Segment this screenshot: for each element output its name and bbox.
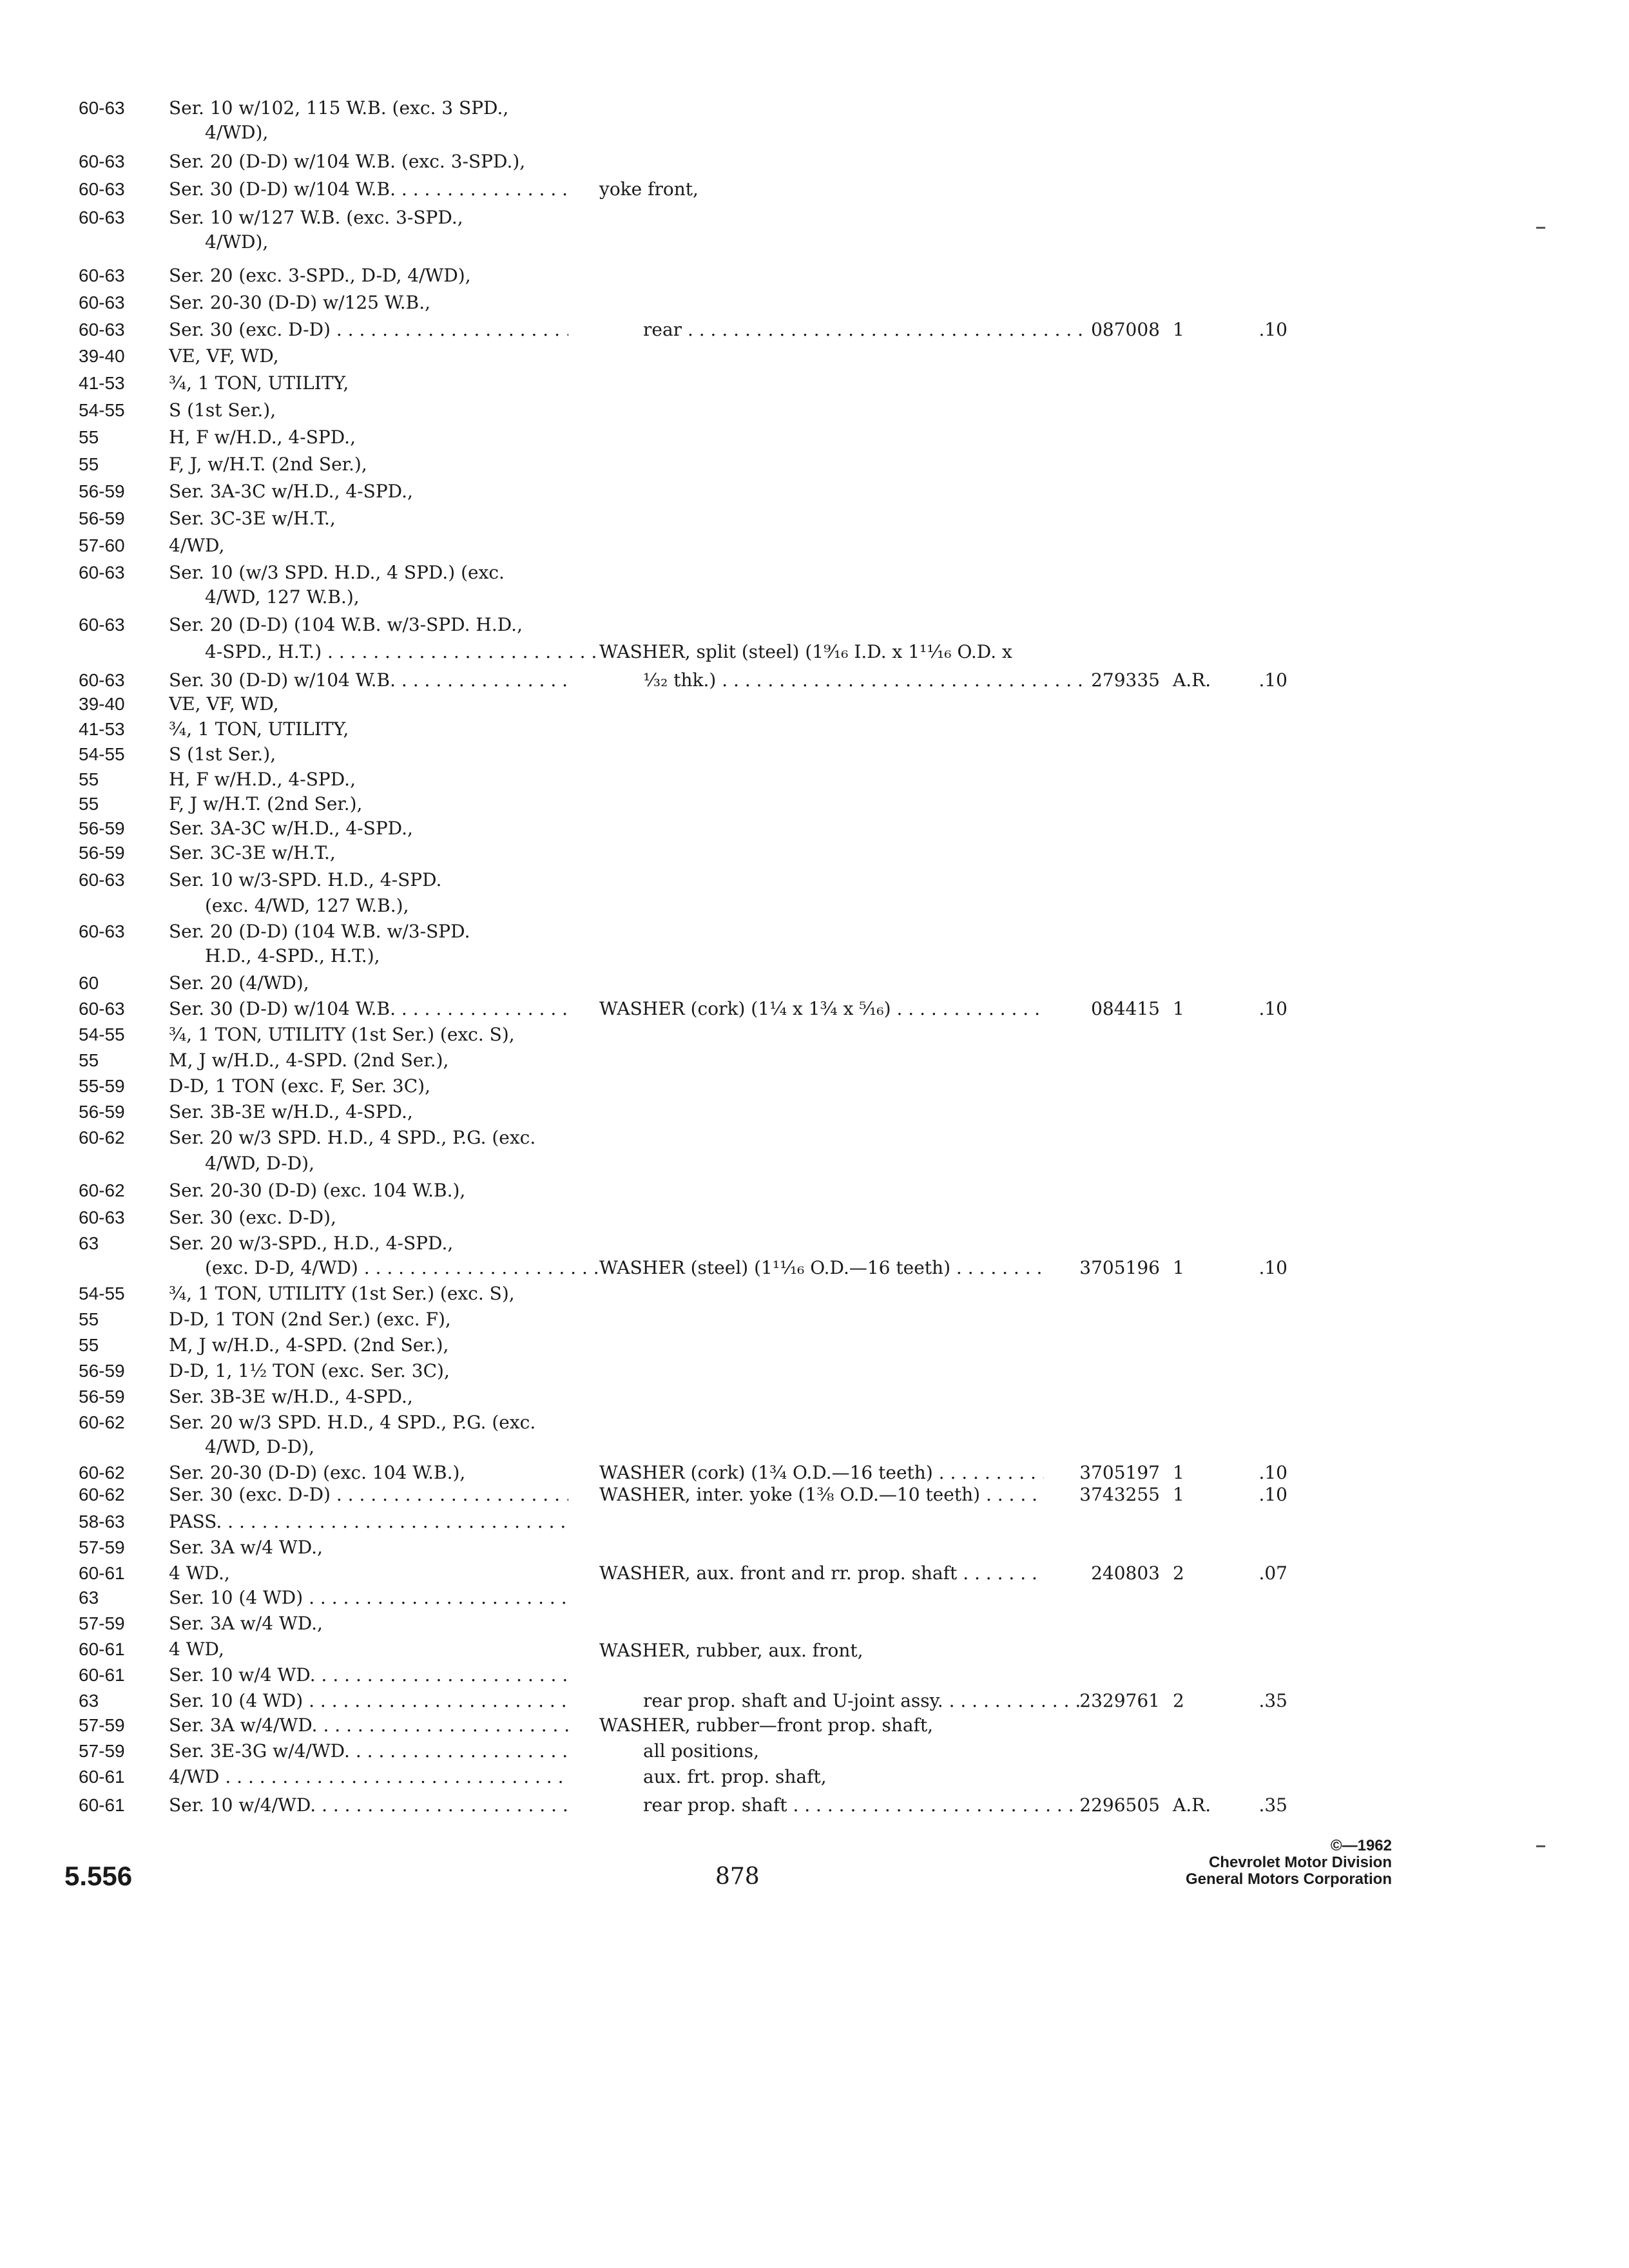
application-text: VE, VF, WD, bbox=[169, 693, 279, 715]
model-year: 39-40 bbox=[79, 346, 125, 366]
quantity: 1 bbox=[1173, 1257, 1184, 1278]
part-number: 2329761 bbox=[1079, 1690, 1160, 1711]
model-year: 60-63 bbox=[79, 207, 125, 227]
application-text: D-D, 1 TON (exc. F, Ser. 3C), bbox=[169, 1075, 430, 1097]
application-text: PASS. . . . bbox=[169, 1510, 568, 1533]
model-year: 60 bbox=[79, 973, 99, 993]
model-year: 60-63 bbox=[79, 1207, 125, 1227]
model-year: 60-63 bbox=[79, 999, 125, 1019]
model-year: 56-59 bbox=[79, 481, 125, 501]
application-text: H.D., 4-SPD., H.T.), bbox=[205, 945, 380, 966]
model-year: 56-59 bbox=[79, 843, 125, 863]
model-year: 41-53 bbox=[79, 719, 125, 739]
part-description: WASHER (cork) (1¼ x 1¾ x ⁵⁄₁₆) . . . bbox=[599, 997, 1044, 1021]
application-text: ¾, 1 TON, UTILITY, bbox=[169, 372, 349, 394]
application-text: Ser. 20 w/3 SPD. H.D., 4 SPD., P.G. (exc. bbox=[169, 1412, 536, 1433]
model-year: 56-59 bbox=[79, 508, 125, 528]
part-description: WASHER, aux. front and rr. prop. shaft . . . bbox=[599, 1562, 1044, 1585]
model-year: 57-59 bbox=[79, 1537, 125, 1557]
part-description: rear prop. shaft . . . bbox=[643, 1794, 1088, 1817]
model-year: 60-63 bbox=[79, 179, 125, 199]
scan-mark bbox=[1536, 1845, 1545, 1847]
model-year: 60-61 bbox=[79, 1665, 125, 1685]
application-text: Ser. 3A w/4 WD., bbox=[169, 1537, 323, 1558]
part-description: all positions, bbox=[643, 1740, 759, 1762]
model-year: 60-62 bbox=[79, 1463, 125, 1483]
model-year: 60-63 bbox=[79, 293, 125, 312]
quantity: 2 bbox=[1173, 1690, 1184, 1711]
division-name: Chevrolet Motor Division bbox=[1208, 1854, 1392, 1871]
part-description: aux. frt. prop. shaft, bbox=[643, 1766, 827, 1787]
model-year: 60-61 bbox=[79, 1639, 125, 1659]
model-year: 54-55 bbox=[79, 1024, 125, 1044]
price: .07 bbox=[1258, 1562, 1287, 1584]
application-text: Ser. 30 (exc. D-D) . . . bbox=[169, 318, 568, 341]
model-year: 60-63 bbox=[79, 870, 125, 890]
application-text: Ser. 20 w/3-SPD., H.D., 4-SPD., bbox=[169, 1233, 454, 1254]
price: .10 bbox=[1258, 1257, 1287, 1278]
model-year: 56-59 bbox=[79, 1102, 125, 1122]
model-year: 60-63 bbox=[79, 615, 125, 635]
application-text: Ser. 10 w/3-SPD. H.D., 4-SPD. bbox=[169, 869, 442, 890]
model-year: 56-59 bbox=[79, 818, 125, 838]
model-year: 60-63 bbox=[79, 562, 125, 582]
application-text: 4/WD), bbox=[205, 122, 269, 143]
part-description: ¹⁄₃₂ thk.) . . . bbox=[643, 669, 1088, 692]
model-year: 63 bbox=[79, 1588, 99, 1608]
model-year: 63 bbox=[79, 1233, 99, 1253]
scan-mark bbox=[1536, 227, 1545, 229]
part-number: 240803 bbox=[1091, 1562, 1160, 1584]
model-year: 55-59 bbox=[79, 1076, 125, 1096]
application-text: Ser. 20 (D-D) (104 W.B. w/3-SPD. bbox=[169, 921, 470, 942]
price: .10 bbox=[1258, 1484, 1287, 1505]
application-text: 4 WD., bbox=[169, 1562, 230, 1584]
model-year: 60-62 bbox=[79, 1180, 125, 1200]
application-text: 4/WD, D-D), bbox=[205, 1153, 314, 1174]
application-text: 4/WD), bbox=[205, 231, 269, 253]
application-text: Ser. 10 w/4/WD. . . . bbox=[169, 1794, 568, 1817]
application-text: Ser. 10 (w/3 SPD. H.D., 4 SPD.) (exc. bbox=[169, 562, 505, 583]
quantity: 1 bbox=[1173, 998, 1184, 1019]
price: .10 bbox=[1258, 998, 1287, 1019]
model-year: 60-63 bbox=[79, 151, 125, 171]
part-number: 3705197 bbox=[1079, 1462, 1160, 1483]
application-text: Ser. 20 (4/WD), bbox=[169, 972, 309, 994]
application-text: Ser. 3A w/4/WD. . . . bbox=[169, 1714, 568, 1737]
part-description: WASHER, split (steel) (1⁹⁄₁₆ I.D. x 1¹¹⁄₁₆ O.D. x bbox=[599, 641, 1012, 662]
part-number: 3705196 bbox=[1079, 1257, 1160, 1278]
quantity: 1 bbox=[1173, 1484, 1184, 1505]
application-text: Ser. 20-30 (D-D) w/125 W.B., bbox=[169, 292, 431, 313]
part-description: WASHER, inter. yoke (1⅜ O.D.—10 teeth) . . . bbox=[599, 1483, 1044, 1506]
model-year: 63 bbox=[79, 1691, 99, 1711]
application-text: Ser. 3A w/4 WD., bbox=[169, 1613, 323, 1634]
application-text: 4 WD, bbox=[169, 1639, 224, 1660]
model-year: 55 bbox=[79, 769, 99, 789]
quantity: 2 bbox=[1173, 1562, 1184, 1584]
application-text: Ser. 10 w/4 WD. . . . bbox=[169, 1664, 568, 1687]
application-text: ¾, 1 TON, UTILITY, bbox=[169, 718, 349, 740]
application-text: Ser. 20 (exc. 3-SPD., D-D, 4/WD), bbox=[169, 265, 471, 286]
application-text: Ser. 20-30 (D-D) (exc. 104 W.B.), bbox=[169, 1180, 466, 1201]
model-year: 57-59 bbox=[79, 1613, 125, 1633]
model-year: 56-59 bbox=[79, 1361, 125, 1381]
page-number: 878 bbox=[715, 1863, 760, 1890]
model-year: 57-59 bbox=[79, 1741, 125, 1761]
quantity: A.R. bbox=[1173, 669, 1211, 691]
price: .10 bbox=[1258, 669, 1287, 691]
application-text: 4/WD, bbox=[169, 535, 225, 556]
part-description: rear . . . bbox=[643, 318, 1088, 341]
application-text: 4/WD . . . bbox=[169, 1765, 568, 1789]
application-text: D-D, 1 TON (2nd Ser.) (exc. F), bbox=[169, 1309, 451, 1330]
part-description: WASHER (cork) (1¾ O.D.—16 teeth) . . . bbox=[599, 1461, 1044, 1485]
model-year: 55 bbox=[79, 1050, 99, 1070]
model-year: 54-55 bbox=[79, 400, 125, 420]
model-year: 39-40 bbox=[79, 694, 125, 714]
application-text: F, J w/H.T. (2nd Ser.), bbox=[169, 793, 363, 814]
application-text: Ser. 3A-3C w/H.D., 4-SPD., bbox=[169, 481, 413, 502]
part-number: 084415 bbox=[1091, 998, 1160, 1019]
application-text: Ser. 10 w/127 W.B. (exc. 3-SPD., bbox=[169, 207, 463, 228]
application-text: VE, VF, WD, bbox=[169, 345, 279, 367]
model-year: 60-63 bbox=[79, 670, 125, 690]
part-description: WASHER (steel) (1¹¹⁄₁₆ O.D.—16 teeth) . . . bbox=[599, 1256, 1044, 1280]
application-text: 4-SPD., H.T.) . . . bbox=[205, 640, 604, 664]
model-year: 55 bbox=[79, 1335, 99, 1355]
model-year: 60-62 bbox=[79, 1128, 125, 1148]
application-text: H, F w/H.D., 4-SPD., bbox=[169, 769, 356, 790]
model-year: 55 bbox=[79, 454, 99, 474]
copyright-notice: ©—1962 bbox=[1330, 1837, 1392, 1854]
application-text: Ser. 10 w/102, 115 W.B. (exc. 3 SPD., bbox=[169, 97, 509, 119]
application-text: Ser. 30 (D-D) w/104 W.B. . . . bbox=[169, 669, 568, 692]
application-text: (exc. 4/WD, 127 W.B.), bbox=[205, 895, 409, 916]
application-text: Ser. 30 (exc. D-D), bbox=[169, 1207, 336, 1228]
price: .35 bbox=[1258, 1690, 1287, 1711]
application-text: Ser. 3A-3C w/H.D., 4-SPD., bbox=[169, 818, 413, 839]
model-year: 55 bbox=[79, 794, 99, 814]
application-text: D-D, 1, 1½ TON (exc. Ser. 3C), bbox=[169, 1360, 450, 1381]
application-text: Ser. 3C-3E w/H.T., bbox=[169, 842, 336, 863]
price: .10 bbox=[1258, 1462, 1287, 1483]
application-text: (exc. D-D, 4/WD) . . . bbox=[205, 1256, 604, 1280]
application-text: S (1st Ser.), bbox=[169, 399, 276, 421]
part-number: 279335 bbox=[1091, 669, 1160, 691]
application-text: Ser. 20 (D-D) w/104 W.B. (exc. 3-SPD.), bbox=[169, 151, 526, 172]
model-year: 56-59 bbox=[79, 1387, 125, 1407]
application-text: Ser. 20-30 (D-D) (exc. 104 W.B.), bbox=[169, 1462, 466, 1483]
part-description: yoke front, bbox=[599, 178, 699, 200]
part-description: rear prop. shaft and U-joint assy. . . . bbox=[643, 1689, 1088, 1713]
part-description: WASHER, rubber, aux. front, bbox=[599, 1640, 863, 1661]
part-number: 2296505 bbox=[1079, 1794, 1160, 1816]
application-text: Ser. 10 (4 WD) . . . bbox=[169, 1689, 568, 1713]
model-year: 55 bbox=[79, 427, 99, 447]
quantity: 1 bbox=[1173, 319, 1184, 340]
part-number: 087008 bbox=[1091, 319, 1160, 340]
application-text: Ser. 10 (4 WD) . . . bbox=[169, 1586, 568, 1610]
application-text: Ser. 20 w/3 SPD. H.D., 4 SPD., P.G. (exc. bbox=[169, 1127, 536, 1148]
application-text: F, J, w/H.T. (2nd Ser.), bbox=[169, 454, 367, 475]
section-number: 5.556 bbox=[64, 1861, 133, 1891]
price: .10 bbox=[1258, 319, 1287, 340]
part-number: 3743255 bbox=[1079, 1484, 1160, 1505]
model-year: 60-62 bbox=[79, 1412, 125, 1432]
application-text: S (1st Ser.), bbox=[169, 744, 276, 765]
application-text: Ser. 30 (D-D) w/104 W.B. . . . bbox=[169, 178, 568, 201]
model-year: 60-63 bbox=[79, 921, 125, 941]
model-year: 60-63 bbox=[79, 320, 125, 340]
application-text: H, F w/H.D., 4-SPD., bbox=[169, 427, 356, 448]
application-text: 4/WD, D-D), bbox=[205, 1436, 314, 1457]
quantity: 1 bbox=[1173, 1462, 1184, 1483]
application-text: Ser. 30 (D-D) w/104 W.B. . . . bbox=[169, 997, 568, 1021]
application-text: M, J w/H.D., 4-SPD. (2nd Ser.), bbox=[169, 1050, 449, 1071]
model-year: 60-63 bbox=[79, 98, 125, 118]
application-text: Ser. 3B-3E w/H.D., 4-SPD., bbox=[169, 1101, 413, 1122]
application-text: Ser. 3B-3E w/H.D., 4-SPD., bbox=[169, 1386, 413, 1407]
application-text: Ser. 20 (D-D) (104 W.B. w/3-SPD. H.D., bbox=[169, 614, 523, 635]
model-year: 60-61 bbox=[79, 1563, 125, 1583]
model-year: 60-61 bbox=[79, 1795, 125, 1815]
application-text: Ser. 3E-3G w/4/WD. . . . bbox=[169, 1740, 568, 1763]
model-year: 41-53 bbox=[79, 373, 125, 393]
application-text: ¾, 1 TON, UTILITY (1st Ser.) (exc. S), bbox=[169, 1024, 515, 1045]
price: .35 bbox=[1258, 1794, 1287, 1816]
model-year: 60-63 bbox=[79, 265, 125, 285]
model-year: 57-60 bbox=[79, 535, 125, 555]
model-year: 54-55 bbox=[79, 1283, 125, 1303]
application-text: Ser. 3C-3E w/H.T., bbox=[169, 508, 336, 529]
model-year: 54-55 bbox=[79, 744, 125, 764]
quantity: A.R. bbox=[1173, 1794, 1211, 1816]
model-year: 60-61 bbox=[79, 1767, 125, 1787]
part-description: WASHER, rubber—front prop. shaft, bbox=[599, 1715, 934, 1736]
model-year: 58-63 bbox=[79, 1512, 125, 1532]
application-text: M, J w/H.D., 4-SPD. (2nd Ser.), bbox=[169, 1334, 449, 1356]
corporation-name: General Motors Corporation bbox=[1185, 1870, 1392, 1888]
application-text: ¾, 1 TON, UTILITY (1st Ser.) (exc. S), bbox=[169, 1283, 515, 1304]
model-year: 55 bbox=[79, 1309, 99, 1329]
model-year: 60-62 bbox=[79, 1485, 125, 1504]
application-text: Ser. 30 (exc. D-D) . . . bbox=[169, 1483, 568, 1506]
model-year: 57-59 bbox=[79, 1715, 125, 1735]
application-text: 4/WD, 127 W.B.), bbox=[205, 586, 360, 608]
